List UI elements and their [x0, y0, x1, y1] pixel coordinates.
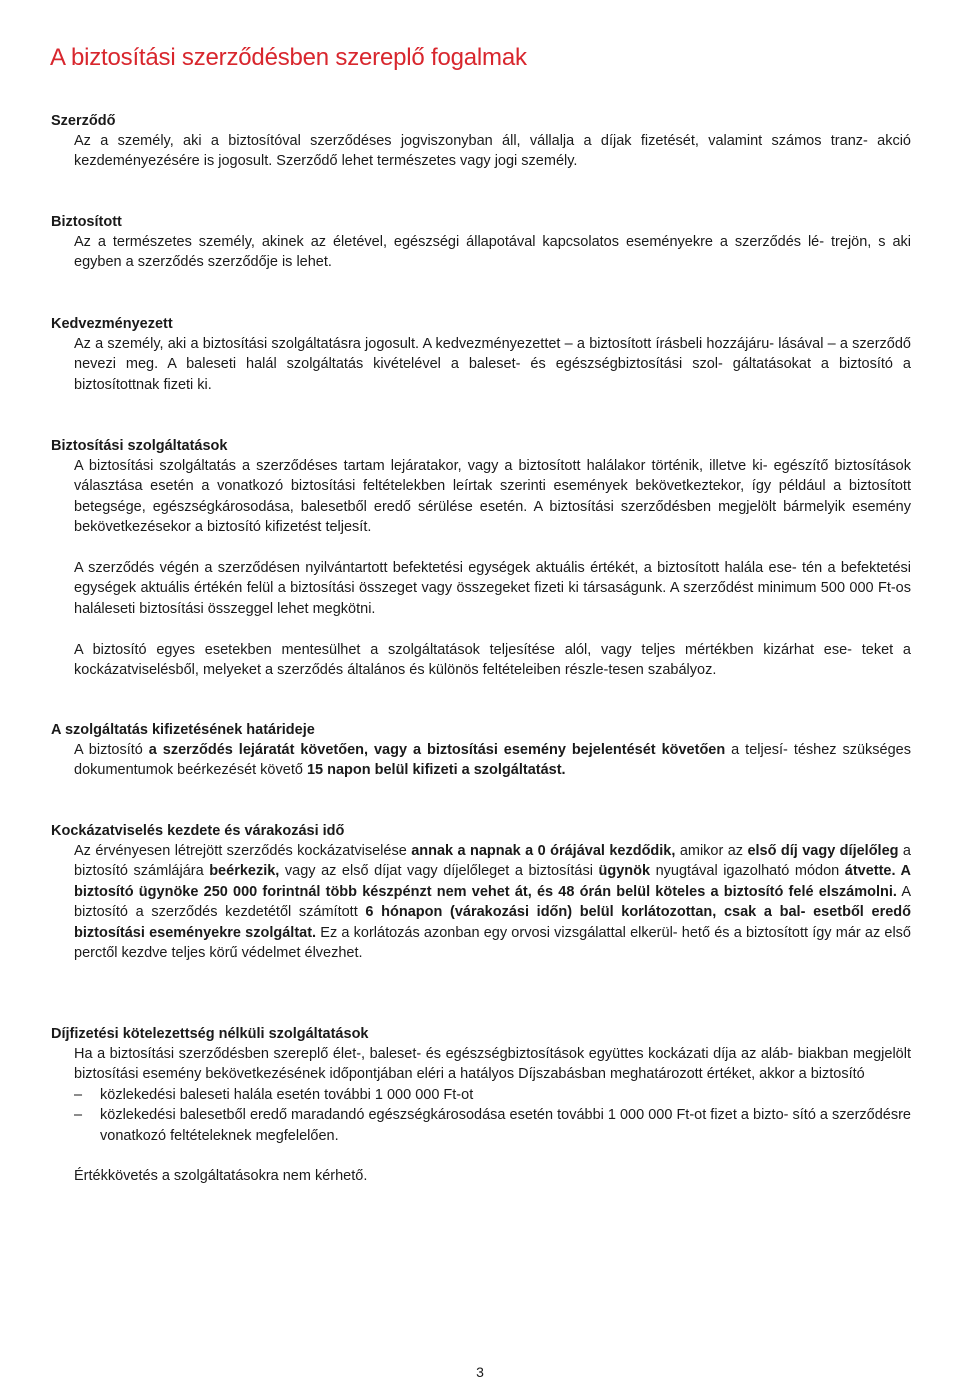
section-heading: Kockázatviselés kezdete és várakozási idő [51, 823, 345, 839]
section-heading: Biztosított [51, 214, 122, 230]
section-heading: A szolgáltatás kifizetésének határideje [51, 722, 315, 738]
section-szerzodo [51, 111, 911, 172]
section-biztositasi-szolgaltatasok [51, 436, 911, 680]
text: A szerződés végén a szerződésen nyilvántartott befektetési egységek aktuális értékét, a biztosított halála ese- tén a befektetési egységek aktuális értékén felül a biztosítási összeget vagy összegeket fizeti ki társaságunk. A szerződést minimum 500 000 Ft-os haláleseti biztosítási összeggel lehet megkötni. [74, 560, 911, 617]
section-heading: Kedvezményezett [51, 316, 173, 332]
bold-text: 15 napon belül kifizeti a szolgáltatást. [306, 762, 566, 779]
bold-text: ügynök [598, 863, 651, 880]
bold-text: beérkezik, [209, 863, 280, 880]
section-body [74, 1044, 911, 1187]
text: A biztosítási szolgáltatás a szerződéses tartam lejáratakor, vagy a biztosított halálakor történik, illetve ki- egészítő biztosítások választása esetén a vonatkozó biztosítási feltételekben leírtak szerinti események bekövetkeztekor, így például a biztosított betegsége, egészségkárosodása, balesetből eredő sérülése esetén. A biztosítási szerződésben megjelölt bármelyik esemény bekövetkezésekor a biztosító kifizetést teljesít. [74, 458, 911, 536]
page-title: A biztosítási szerződésben szereplő fogalmak [50, 44, 527, 71]
dash-marker: – [74, 1107, 83, 1124]
section-paragraphs [74, 1044, 911, 1085]
text: A biztosító [74, 742, 149, 758]
bold-text: átvette. A biztosító ügynöke 250 000 forintnál több készpénzt nem vehet át, és 48 órán belül köteles a biztosító felé elszámolni. [74, 863, 911, 900]
section-kifizetes-hatarideje [51, 720, 911, 781]
text: Az a személy, aki a biztosítási szolgáltatásra jogosult. A kedvezményezettet – a biztosított írásbeli hozzájáru- lásával – a szerződő nevezi meg. A baleseti halál szolgáltatás kivételével a baleset- és egészségbiztosítási szol- gáltatásokat a biztosító a biztosítottnak fizeti ki. [74, 336, 911, 393]
list-item-text: közlekedési baleseti halála esetén további 1 000 000 Ft-ot [100, 1086, 474, 1103]
bold-text: első díj vagy díjelőleg [747, 843, 899, 859]
paragraph [74, 456, 911, 538]
section-body [74, 740, 911, 781]
section-kockazatviseles [51, 821, 911, 963]
page-number: 3 [476, 1364, 484, 1380]
text: a biztosító számlájára [74, 843, 911, 880]
list-item [74, 1085, 911, 1105]
section-body [74, 131, 911, 172]
text: amikor az [675, 843, 748, 859]
section-heading: Biztosítási szolgáltatások [51, 438, 228, 454]
closing-note: Értékkövetés a szolgáltatásokra nem kérhető. [74, 1168, 368, 1185]
paragraph [74, 334, 911, 395]
section-body [74, 232, 911, 273]
text: a teljesí- téshez szükséges dokumentumok beérkezését követő [74, 742, 911, 779]
text: vagy az első díjat vagy díjelőleget a biztosítási [279, 863, 599, 880]
paragraph [74, 841, 911, 963]
paragraph [74, 558, 911, 619]
paragraph [74, 232, 911, 273]
bold-text: annak a napnak a 0 órájával kezdődik, [411, 843, 676, 859]
section-body [74, 841, 911, 963]
paragraph [74, 740, 911, 781]
section-body [74, 456, 911, 680]
text: nyugtával igazolható módon [650, 863, 845, 880]
paragraph [74, 640, 911, 681]
section-body [74, 334, 911, 395]
text: A biztosító a szerződés kezdetétől számított [74, 883, 911, 921]
bold-text: 6 hónapon (várakozási időn) belül korlátozottan, csak a bal- esetből eredő biztosítási eseményekre szolgáltat. [74, 904, 911, 941]
benefit-list [74, 1085, 911, 1146]
section-heading: Szerződő [51, 113, 116, 129]
dash-marker: – [74, 1086, 83, 1103]
paragraph [74, 131, 911, 172]
list-item-text: közlekedési balesetből eredő maradandó egészségkárosodása esetén további 1 000 000 Ft-ot fizet a bizto- sító a szerződésre vonatkozó feltételeknek megfelelően. [100, 1107, 911, 1144]
text: Az a személy, aki a biztosítóval szerződéses jogviszonyban áll, vállalja a díjak fizetését, valamint számos tranz- akció kezdeményezésére is jogosult. Szerződő lehet természetes vagy jogi személy. [74, 133, 911, 170]
section-kedvezmenyezett [51, 314, 911, 395]
text: A biztosító egyes esetekben mentesülhet a szolgáltatások teljesítése alól, vagy teljes mértékben kizárhat ese- teket a kockázatviselésből, melyeket a szerződés általános és különös feltételeiben részle-tesen szabályoz. [74, 641, 911, 679]
text: Ez a korlátozás azonban egy orvosi vizsgálattal elkerül- hető és a biztosított így már az első perctől kezdve teljes körű védelmet élvezhet. [74, 924, 911, 962]
bold-text: a szerződés lejáratát követően, vagy a biztosítási esemény bejelentését követően [148, 742, 726, 758]
list-item [74, 1105, 911, 1146]
text: Az a természetes személy, akinek az életével, egészségi állapotával kapcsolatos eseményekre a szerződés lé- trejön, s aki egyben a szerződés szerződője is lehet. [74, 234, 911, 271]
section-heading: Díjfizetési kötelezettség nélküli szolgáltatások [51, 1026, 369, 1042]
section-dijfizetesi-kotelezettseg [51, 1024, 911, 1187]
paragraph [74, 1044, 911, 1085]
text: Az érvényesen létrejött szerződés kockázatviselése [74, 843, 412, 859]
text: Ha a biztosítási szerződésben szereplő élet-, baleset- és egészségbiztosítások együttes kockázati díja az aláb- biakban megjelölt biztosítási esemény bekövetkezésének időpontjában eléri a hatályos Díjszabásban meghatározott értéket, akkor a biztosító [74, 1046, 911, 1083]
section-biztositott [51, 212, 911, 273]
